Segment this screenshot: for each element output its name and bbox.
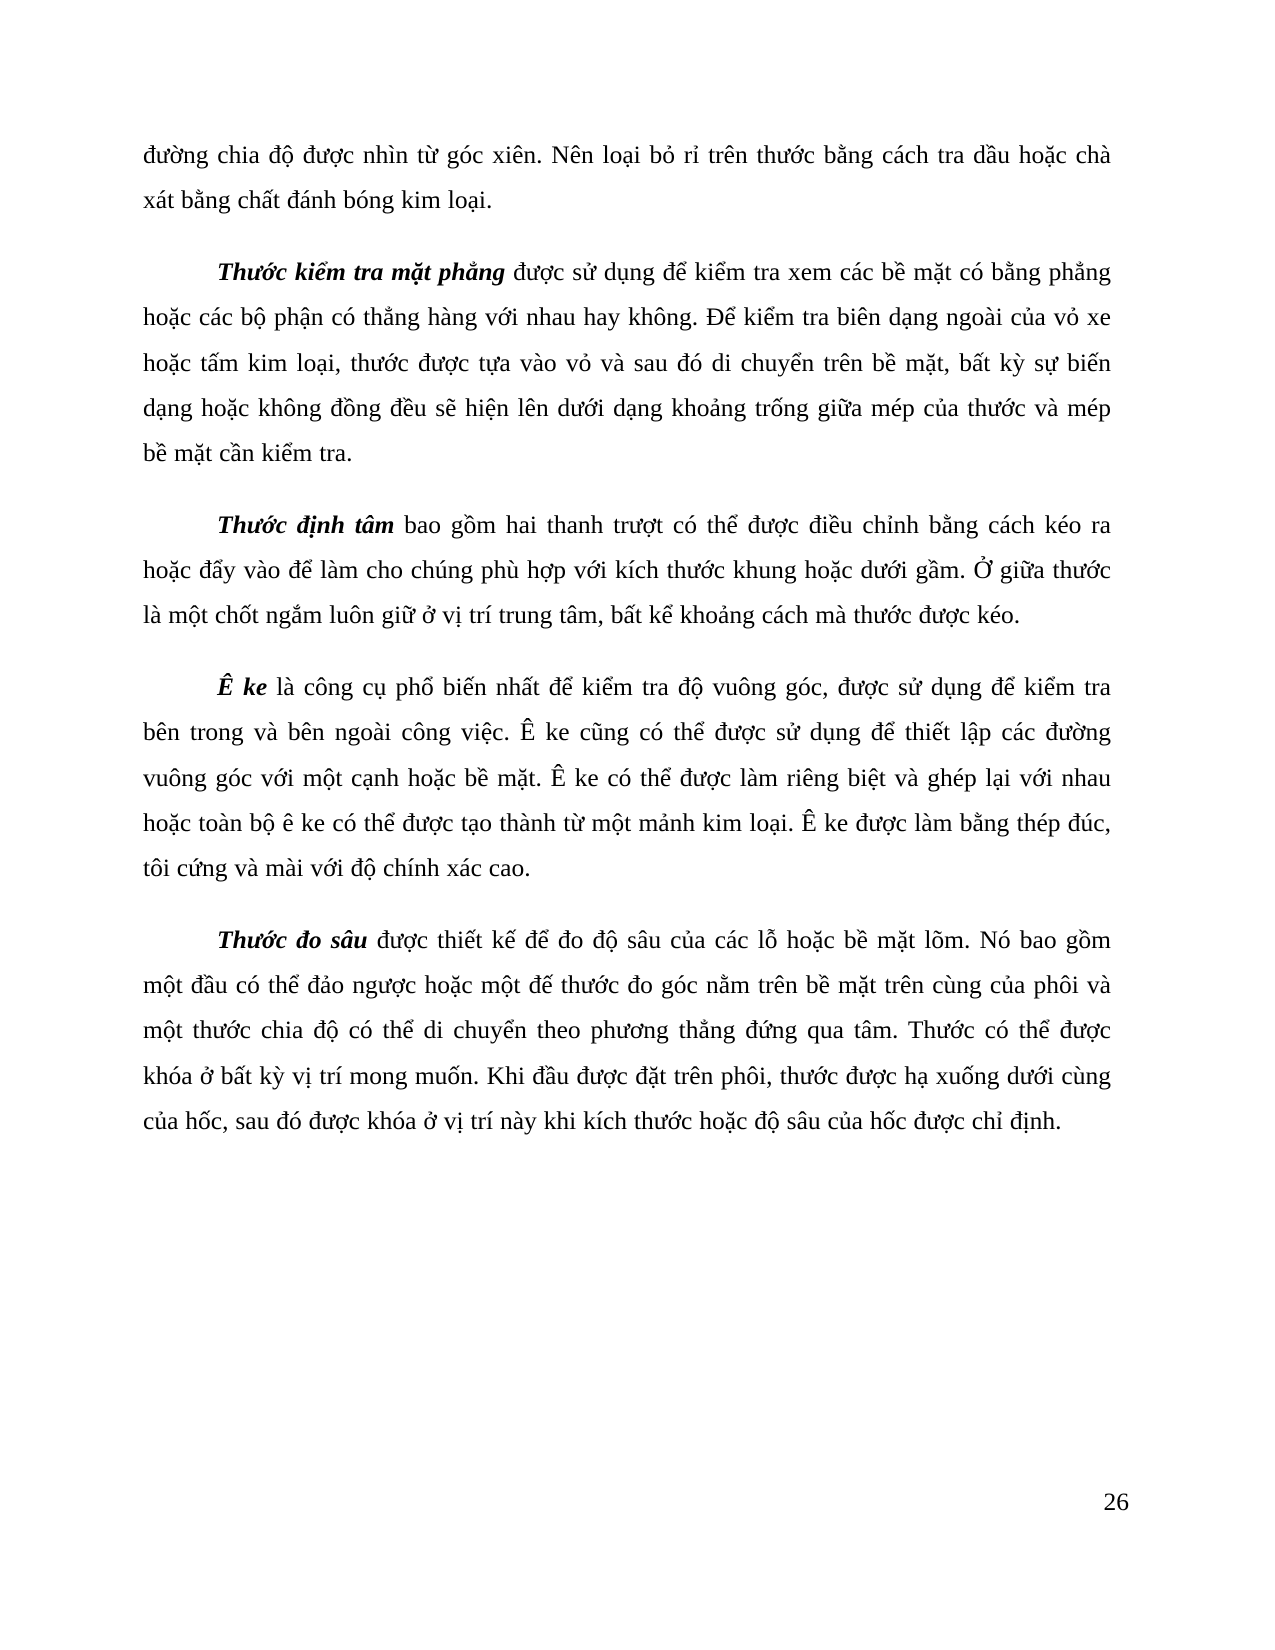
page-number: 26 [1103,1486,1129,1516]
paragraph-5-text: được thiết kế để đo độ sâu của các lỗ hoặc bề mặt lõm. Nó bao gồm một đầu có thể đảo ngược hoặc một đế thước đo góc nằm trên bề mặt trên cùng của phôi và một thước chia độ có thể di chuyển theo phương thẳng đứng qua tâm. Thước có thể được khóa ở bất kỳ vị trí mong muốn. Khi đầu được đặt trên phôi, thước được hạ xuống dưới cùng của hốc, sau đó được khóa ở vị trí này khi kích thước hoặc độ sâu của hốc được chỉ định. [143,924,1111,1136]
term-thuoc-do-sau: Thước đo sâu [217,924,368,954]
page-body [143,132,1111,1170]
paragraph-5 [143,917,1111,1144]
paragraph-2-text: được sử dụng để kiểm tra xem các bề mặt có bằng phẳng hoặc các bộ phận có thẳng hàng với nhau hay không. Để kiểm tra biên dạng ngoài của vỏ xe hoặc tấm kim loại, thước được tựa vào vỏ và sau đó di chuyển trên bề mặt, bất kỳ sự biến dạng hoặc không đồng đều sẽ hiện lên dưới dạng khoảng trống giữa mép của thước và mép bề mặt cần kiểm tra. [143,256,1111,468]
paragraph-4 [143,664,1111,891]
paragraph-2 [143,249,1111,476]
paragraph-1-text: đường chia độ được nhìn từ góc xiên. Nên loại bỏ rỉ trên thước bằng cách tra dầu hoặc chà xát bằng chất đánh bóng kim loại. [143,140,1111,215]
paragraph-3 [143,502,1111,638]
paragraph-4-text: là công cụ phổ biến nhất để kiểm tra độ vuông góc, được sử dụng để kiểm tra bên trong và bên ngoài công việc. Ê ke cũng có thể được sử dụng để thiết lập các đường vuông góc với một cạnh hoặc bề mặt. Ê ke có thể được làm riêng biệt và ghép lại với nhau hoặc toàn bộ ê ke có thể được tạo thành từ một mảnh kim loại. Ê ke được làm bằng thép đúc, tôi cứng và mài với độ chính xác cao. [143,671,1111,883]
term-e-ke: Ê ke [217,671,268,701]
term-thuoc-dinh-tam: Thước định tâm [217,509,395,539]
paragraph-3-text: bao gồm hai thanh trượt có thể được điều chỉnh bằng cách kéo ra hoặc đẩy vào để làm cho chúng phù hợp với kích thước khung hoặc dưới gầm. Ở giữa thước là một chốt ngắm luôn giữ ở vị trí trung tâm, bất kể khoảng cách mà thước được kéo. [143,509,1111,630]
paragraph-1 [143,132,1111,223]
term-thuoc-kiem-tra-mat-phang: Thước kiểm tra mặt phẳng [217,256,506,286]
